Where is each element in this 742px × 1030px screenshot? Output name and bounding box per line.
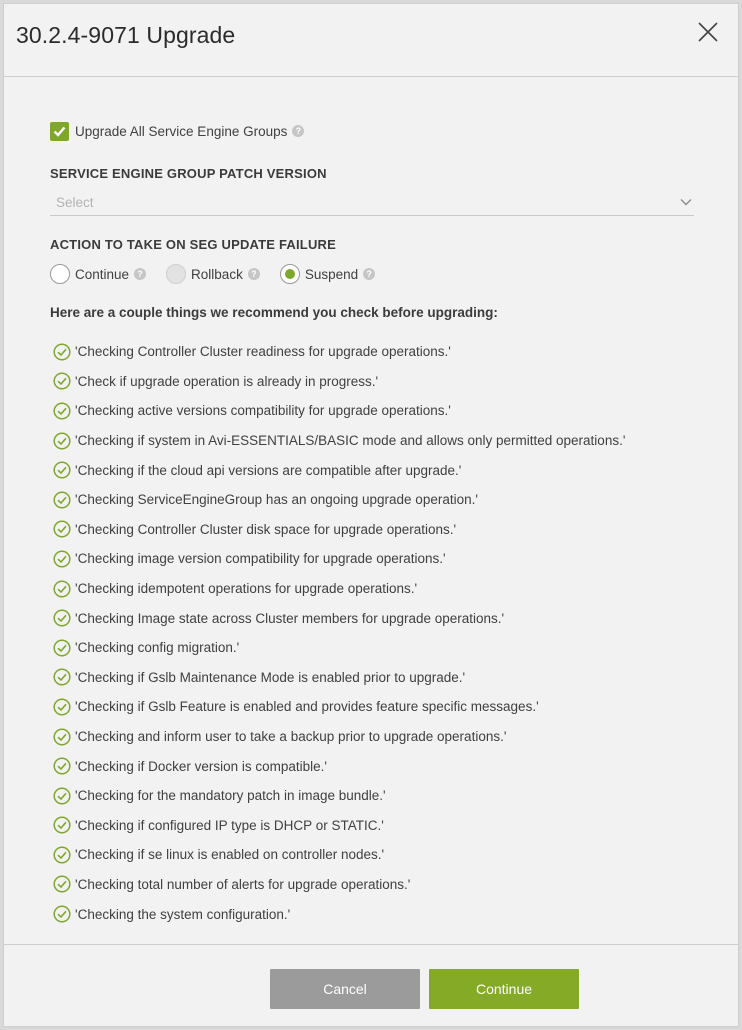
help-icon[interactable]: ? — [363, 268, 375, 280]
list-item — [53, 751, 625, 781]
upgrade-all-label: Upgrade All Service Engine Groups — [75, 123, 288, 139]
radio-suspend-label: Suspend — [304, 266, 359, 282]
help-icon[interactable]: ? — [248, 268, 260, 280]
radio-suspend-circle[interactable] — [280, 264, 300, 284]
list-item — [53, 781, 625, 811]
radio-continue-label: Continue — [75, 266, 130, 282]
check-item-text: 'Checking and inform user to take a backup prior to upgrade operations.' — [75, 729, 507, 745]
help-icon[interactable]: ? — [292, 125, 304, 137]
check-item-text: 'Checking for the mandatory patch in image bundle.' — [75, 788, 386, 804]
check-circle-icon — [53, 491, 71, 509]
cancel-button[interactable]: Cancel — [270, 969, 420, 1009]
check-item-text: 'Checking idempotent operations for upgrade operations.' — [75, 581, 418, 597]
radio-continue[interactable] — [50, 264, 146, 284]
patch-version-label: SERVICE ENGINE GROUP PATCH VERSION — [50, 166, 327, 181]
check-item-text: 'Checking image version compatibility for upgrade operations.' — [75, 551, 446, 567]
check-item-text: 'Checking Controller Cluster disk space for upgrade operations.' — [75, 521, 457, 537]
check-item-text: 'Checking ServiceEngineGroup has an ongoing upgrade operation.' — [75, 492, 478, 508]
list-item — [53, 544, 625, 574]
check-circle-icon — [53, 787, 71, 805]
check-circle-icon — [53, 668, 71, 686]
check-circle-icon — [53, 728, 71, 746]
failure-action-radio-group — [50, 263, 395, 285]
help-icon[interactable]: ? — [134, 268, 146, 280]
failure-action-label: ACTION TO TAKE ON SEG UPDATE FAILURE — [50, 237, 336, 252]
list-item — [53, 515, 625, 545]
list-item — [53, 870, 625, 900]
radio-suspend[interactable] — [280, 264, 375, 284]
check-circle-icon — [53, 757, 71, 775]
chevron-down-icon — [680, 198, 692, 206]
check-item-text: 'Checking config migration.' — [75, 640, 240, 656]
check-circle-icon — [53, 432, 71, 450]
check-item-text: 'Checking if Gslb Maintenance Mode is enabled prior to upgrade.' — [75, 669, 466, 685]
list-item — [53, 811, 625, 841]
check-item-text: 'Checking active versions compatibility for upgrade operations.' — [75, 403, 451, 419]
list-item — [53, 574, 625, 604]
list-item — [53, 367, 625, 397]
dialog-header — [4, 4, 738, 77]
close-icon[interactable] — [696, 20, 720, 44]
recommendations-list — [53, 337, 625, 929]
list-item — [53, 485, 625, 515]
list-item — [53, 722, 625, 752]
list-item — [53, 603, 625, 633]
list-item — [53, 840, 625, 870]
upgrade-all-row — [50, 121, 304, 141]
radio-rollback-circle[interactable] — [166, 264, 186, 284]
check-circle-icon — [53, 846, 71, 864]
check-circle-icon — [53, 402, 71, 420]
dialog-title: 30.2.4-9071 Upgrade — [16, 22, 236, 48]
check-item-text: 'Checking Image state across Cluster members for upgrade operations.' — [75, 610, 505, 626]
check-circle-icon — [53, 905, 71, 923]
check-circle-icon — [53, 639, 71, 657]
checkmark-icon — [53, 126, 66, 137]
check-item-text: 'Checking if se linux is enabled on controller nodes.' — [75, 847, 385, 863]
check-item-text: 'Checking Controller Cluster readiness for upgrade operations.' — [75, 344, 451, 360]
check-item-text: 'Checking if configured IP type is DHCP or STATIC.' — [75, 817, 384, 833]
check-circle-icon — [53, 343, 71, 361]
list-item — [53, 396, 625, 426]
check-item-text: 'Checking if the cloud api versions are compatible after upgrade.' — [75, 462, 462, 478]
upgrade-all-checkbox[interactable] — [50, 122, 69, 141]
recommendations-title: Here are a couple things we recommend you check before upgrading: — [50, 305, 498, 320]
list-item — [53, 633, 625, 663]
list-item — [53, 899, 625, 929]
list-item — [53, 692, 625, 722]
patch-version-placeholder: Select — [56, 195, 94, 210]
check-circle-icon — [53, 461, 71, 479]
check-item-text: 'Checking if Docker version is compatible.' — [75, 758, 328, 774]
radio-continue-circle[interactable] — [50, 264, 70, 284]
list-item — [53, 663, 625, 693]
check-circle-icon — [53, 609, 71, 627]
check-circle-icon — [53, 372, 71, 390]
check-item-text: 'Check if upgrade operation is already in progress.' — [75, 373, 379, 389]
check-circle-icon — [53, 520, 71, 538]
check-item-text: 'Checking total number of alerts for upgrade operations.' — [75, 876, 411, 892]
check-circle-icon — [53, 580, 71, 598]
dialog-footer — [4, 944, 738, 1027]
check-item-text: 'Checking if system in Avi-ESSENTIALS/BASIC mode and allows only permitted operations.' — [75, 433, 626, 449]
check-item-text: 'Checking if Gslb Feature is enabled and provides feature specific messages.' — [75, 699, 539, 715]
check-circle-icon — [53, 816, 71, 834]
upgrade-dialog — [3, 3, 739, 1027]
patch-version-select[interactable] — [50, 192, 694, 216]
radio-rollback-label: Rollback — [191, 266, 243, 282]
check-circle-icon — [53, 875, 71, 893]
radio-rollback[interactable] — [166, 264, 260, 284]
check-circle-icon — [53, 550, 71, 568]
list-item — [53, 337, 625, 367]
list-item — [53, 426, 625, 456]
list-item — [53, 455, 625, 485]
check-circle-icon — [53, 698, 71, 716]
check-item-text: 'Checking the system configuration.' — [75, 906, 291, 922]
continue-button[interactable]: Continue — [429, 969, 579, 1009]
